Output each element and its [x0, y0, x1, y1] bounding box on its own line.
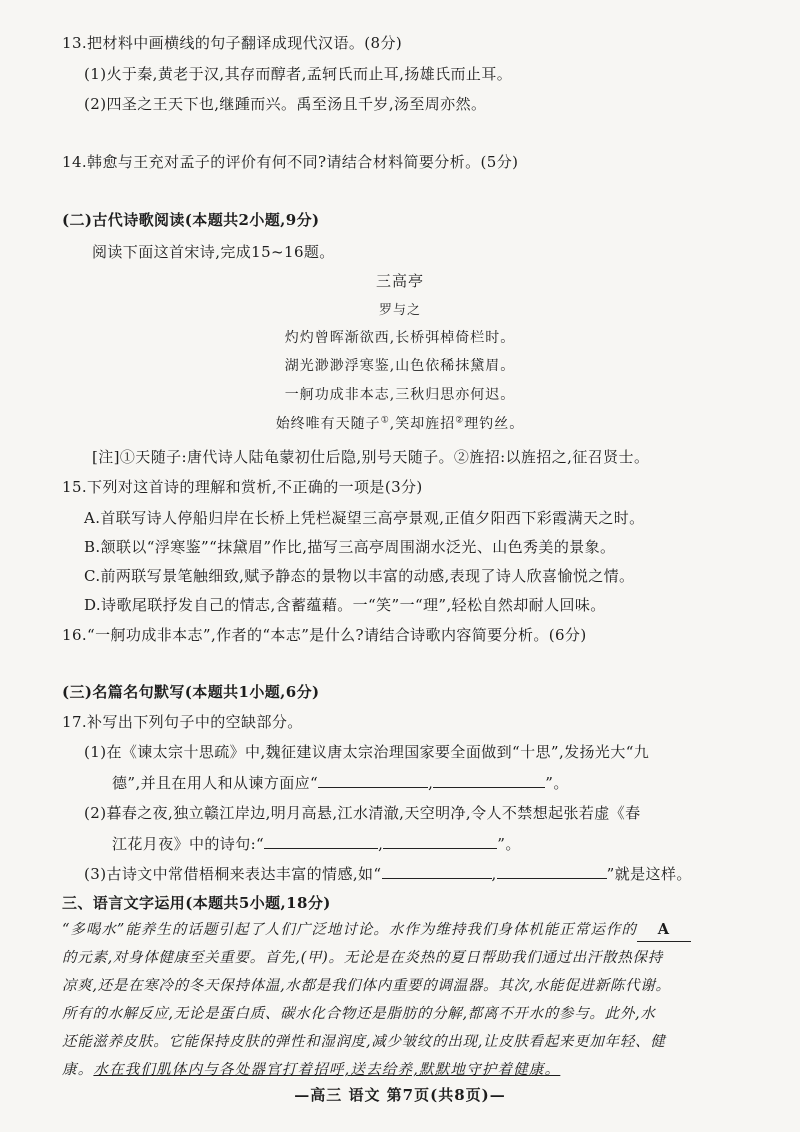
- q15-option-b: B.颔联以“浮寒鉴”“抹黛眉”作比,描写三高亭周围湖水泛光、山色秀美的景象。: [84, 538, 616, 556]
- q17-item-1-text-b: ,: [428, 774, 434, 792]
- q17-blank-3[interactable]: [264, 832, 378, 849]
- q17-item-2-line-1: (2)暮春之夜,独立赣江岸边,明月高悬,江水清澈,天空明净,令人不禁想起张若虚《春: [84, 804, 641, 822]
- q17-title: 17.补写出下列句子中的空缺部分。: [62, 713, 303, 731]
- q17-item-1-text-a: 德”,并且在用人和从谏方面应“: [112, 774, 319, 792]
- q15-option-a: A.首联写诗人停船归岸在长桥上凭栏凝望三高亭景观,正值夕阳西下彩霞满天之时。: [84, 509, 645, 527]
- passage-line-4: 所有的水解反应,无论是蛋白质、碳水化合物还是脂肪的分解,都离不开水的参与。此外,水: [62, 1006, 656, 1022]
- q14-title: 14.韩愈与王充对孟子的评价有何不同?请结合材料简要分析。(5分): [62, 153, 519, 171]
- q17-item-1-text-c: ”。: [545, 774, 569, 792]
- q17-blank-4[interactable]: [383, 832, 497, 849]
- poem-line-2: 湖光渺渺浮寒鉴,山色依稀抹黛眉。: [284, 358, 516, 374]
- poem-author: 罗与之: [378, 303, 421, 318]
- passage-line-1: [62, 919, 691, 942]
- passage-line-1-text: “多喝水”能养生的话题引起了人们广泛地讨论。水作为维持我们身体机能正常运作的: [62, 922, 637, 938]
- q17-blank-5[interactable]: [382, 862, 492, 879]
- q13-title: 13.把材料中画横线的句子翻译成现代汉语。(8分): [62, 34, 403, 52]
- poem-title: 三高亭: [375, 272, 424, 290]
- passage-blank-a[interactable]: A: [637, 919, 691, 942]
- part-3-title: 三、语言文字运用(本题共5小题,18分): [62, 894, 331, 912]
- q13-sentence-1: (1)火于秦,黄老于汉,其存而醇者,孟轲氏而止耳,扬雄氏而止耳。: [84, 65, 513, 83]
- q17-blank-1[interactable]: [318, 771, 428, 788]
- q15-option-d: D.诗歌尾联抒发自己的情志,含蓄蕴藉。一“笑”一“理”,轻松自然却耐人回味。: [84, 596, 606, 614]
- footnote-mark-1: ①: [380, 415, 390, 426]
- q17-blank-6[interactable]: [497, 862, 607, 879]
- q17-item-2-text-b: ,: [378, 835, 384, 853]
- passage-line-2: 的元素,对身体健康至关重要。首先,(甲)。无论是在炎热的夏日帮助我们通过出汗散热保持: [62, 950, 663, 966]
- q17-item-1-line-1: (1)在《谏太宗十思疏》中,魏征建议唐太宗治理国家要全面做到“十思”,发扬光大“九: [84, 743, 650, 761]
- section-3-title: (三)名篇名句默写(本题共1小题,6分): [62, 683, 320, 701]
- q17-item-3: [84, 862, 692, 885]
- q15-option-c: C.前两联写景笔触细致,赋予静态的景物以丰富的动感,表现了诗人欣喜愉悦之情。: [84, 567, 635, 585]
- q13-sentence-2: (2)四圣之王天下也,继踵而兴。禹至汤且千岁,汤至周亦然。: [84, 95, 487, 113]
- poem-line-4-b: ,笑却旌招: [389, 416, 456, 432]
- poem-line-3: 一舸功成非本志,三秋归思亦何迟。: [284, 387, 516, 403]
- q17-blank-2[interactable]: [433, 771, 545, 788]
- q16-title: 16.“一舸功成非本志”,作者的“本志”是什么?请结合诗歌内容简要分析。(6分): [62, 626, 587, 644]
- q15-title: 15.下列对这首诗的理解和赏析,不正确的一项是(3分): [62, 478, 423, 496]
- q17-item-1-line-2: [112, 771, 569, 794]
- q17-item-3-text-c: ”就是这样。: [606, 865, 692, 883]
- passage-line-6-text: 康。: [62, 1062, 94, 1078]
- poem-line-4-a: 始终唯有天随子: [275, 416, 381, 432]
- section-2-intro: 阅读下面这首宋诗,完成15~16题。: [92, 243, 335, 261]
- section-2-title: (二)古代诗歌阅读(本题共2小题,9分): [62, 211, 320, 229]
- passage-line-6: [62, 1059, 560, 1081]
- q17-item-3-text-a: (3)古诗文中常借梧桐来表达丰富的情感,如“: [84, 865, 382, 883]
- poem-line-4: [0, 413, 800, 433]
- page-footer: —高三 语文 第7页(共8页)—: [294, 1086, 506, 1104]
- q17-item-2-line-2: [112, 832, 521, 855]
- poem-line-1: 灼灼曾晖渐欲西,长桥弭棹倚栏时。: [284, 330, 516, 346]
- passage-line-3: 凉爽,还是在寒冷的冬天保持体温,水都是我们体内重要的调温器。其次,水能促进新陈代谢。: [62, 978, 671, 994]
- passage-underlined-sentence: 水在我们肌体内与各处器官打着招呼,送去给养,默默地守护着健康。: [93, 1062, 561, 1078]
- footnote-mark-2: ②: [455, 415, 465, 426]
- passage-line-5: 还能滋养皮肤。它能保持皮肤的弹性和湿润度,减少皱纹的出现,让皮肤看起来更加年轻、健: [62, 1034, 666, 1050]
- q17-item-3-text-b: ,: [491, 865, 497, 883]
- poem-note: [注]①天随子:唐代诗人陆龟蒙初仕后隐,别号天随子。②旌招:以旌招之,征召贤士。: [92, 448, 650, 466]
- q17-item-2-text-c: ”。: [497, 835, 521, 853]
- poem-line-4-c: 理钓丝。: [464, 416, 525, 432]
- q17-item-2-text-a: 江花月夜》中的诗句:“: [112, 835, 265, 853]
